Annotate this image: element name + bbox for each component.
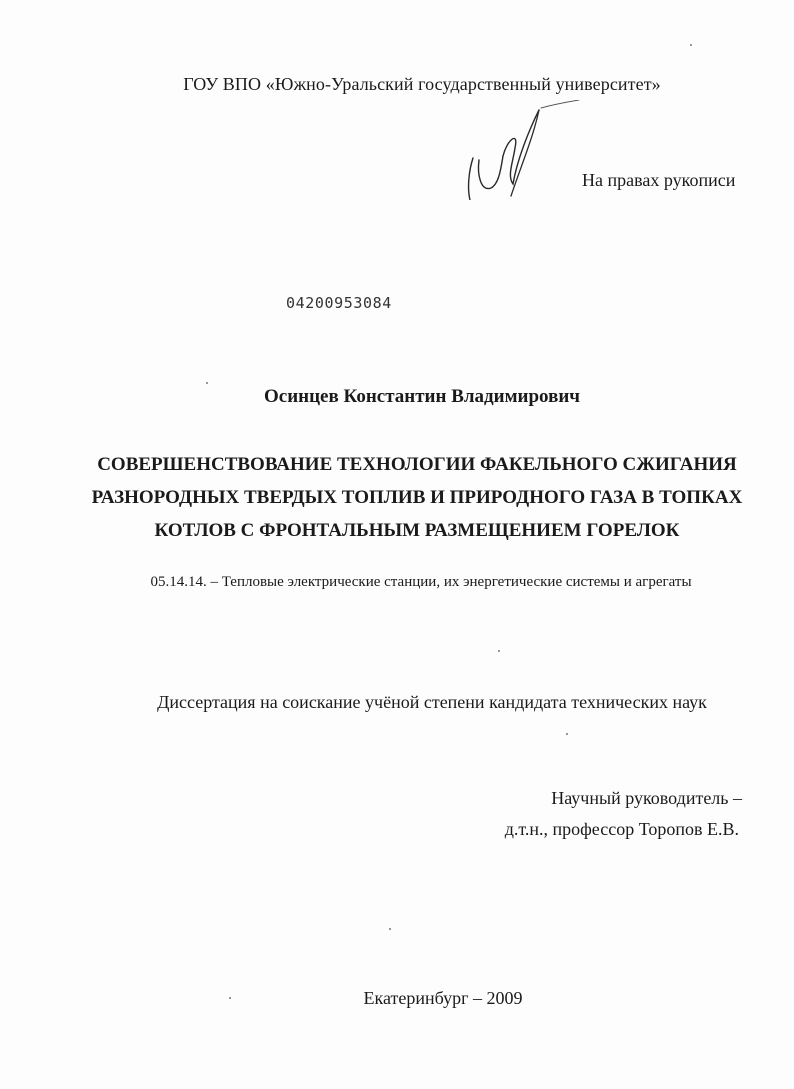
author-name: Осинцев Константин Владимирович xyxy=(264,386,580,407)
scan-speck xyxy=(566,733,568,735)
catalog-number: 04200953084 xyxy=(286,294,392,312)
scan-speck xyxy=(229,997,231,999)
scan-speck xyxy=(206,382,208,384)
scan-speck xyxy=(498,650,500,652)
university-header: ГОУ ВПО «Южно-Уральский государственный университет» xyxy=(183,74,661,94)
title-line: РАЗНОРОДНЫХ ТВЕРДЫХ ТОПЛИВ И ПРИРОДНОГО ГАЗА В ТОПКАХ xyxy=(91,487,743,508)
title-line: СОВЕРШЕНСТВОВАНИЕ ТЕХНОЛОГИИ ФАКЕЛЬНОГО СЖИГАНИЯ xyxy=(97,454,737,475)
handwritten-signature xyxy=(455,100,590,200)
degree-statement: Диссертация на соискание учёной степени кандидата технических наук xyxy=(157,692,707,712)
scan-speck xyxy=(389,928,391,930)
supervisor-name: д.т.н., профессор Торопов Е.В. xyxy=(504,819,739,839)
dissertation-title xyxy=(0,448,794,547)
scan-speck xyxy=(690,44,692,46)
city-year: Екатеринбург – 2009 xyxy=(363,988,523,1008)
title-line: КОТЛОВ С ФРОНТАЛЬНЫМ РАЗМЕЩЕНИЕМ ГОРЕЛОК xyxy=(154,520,680,541)
specialty-code: 05.14.14. – Тепловые электрические станции, их энергетические системы и агрегаты xyxy=(150,574,692,590)
supervisor-label: Научный руководитель – xyxy=(551,788,742,808)
manuscript-rights-note: На правах рукописи xyxy=(582,170,736,190)
